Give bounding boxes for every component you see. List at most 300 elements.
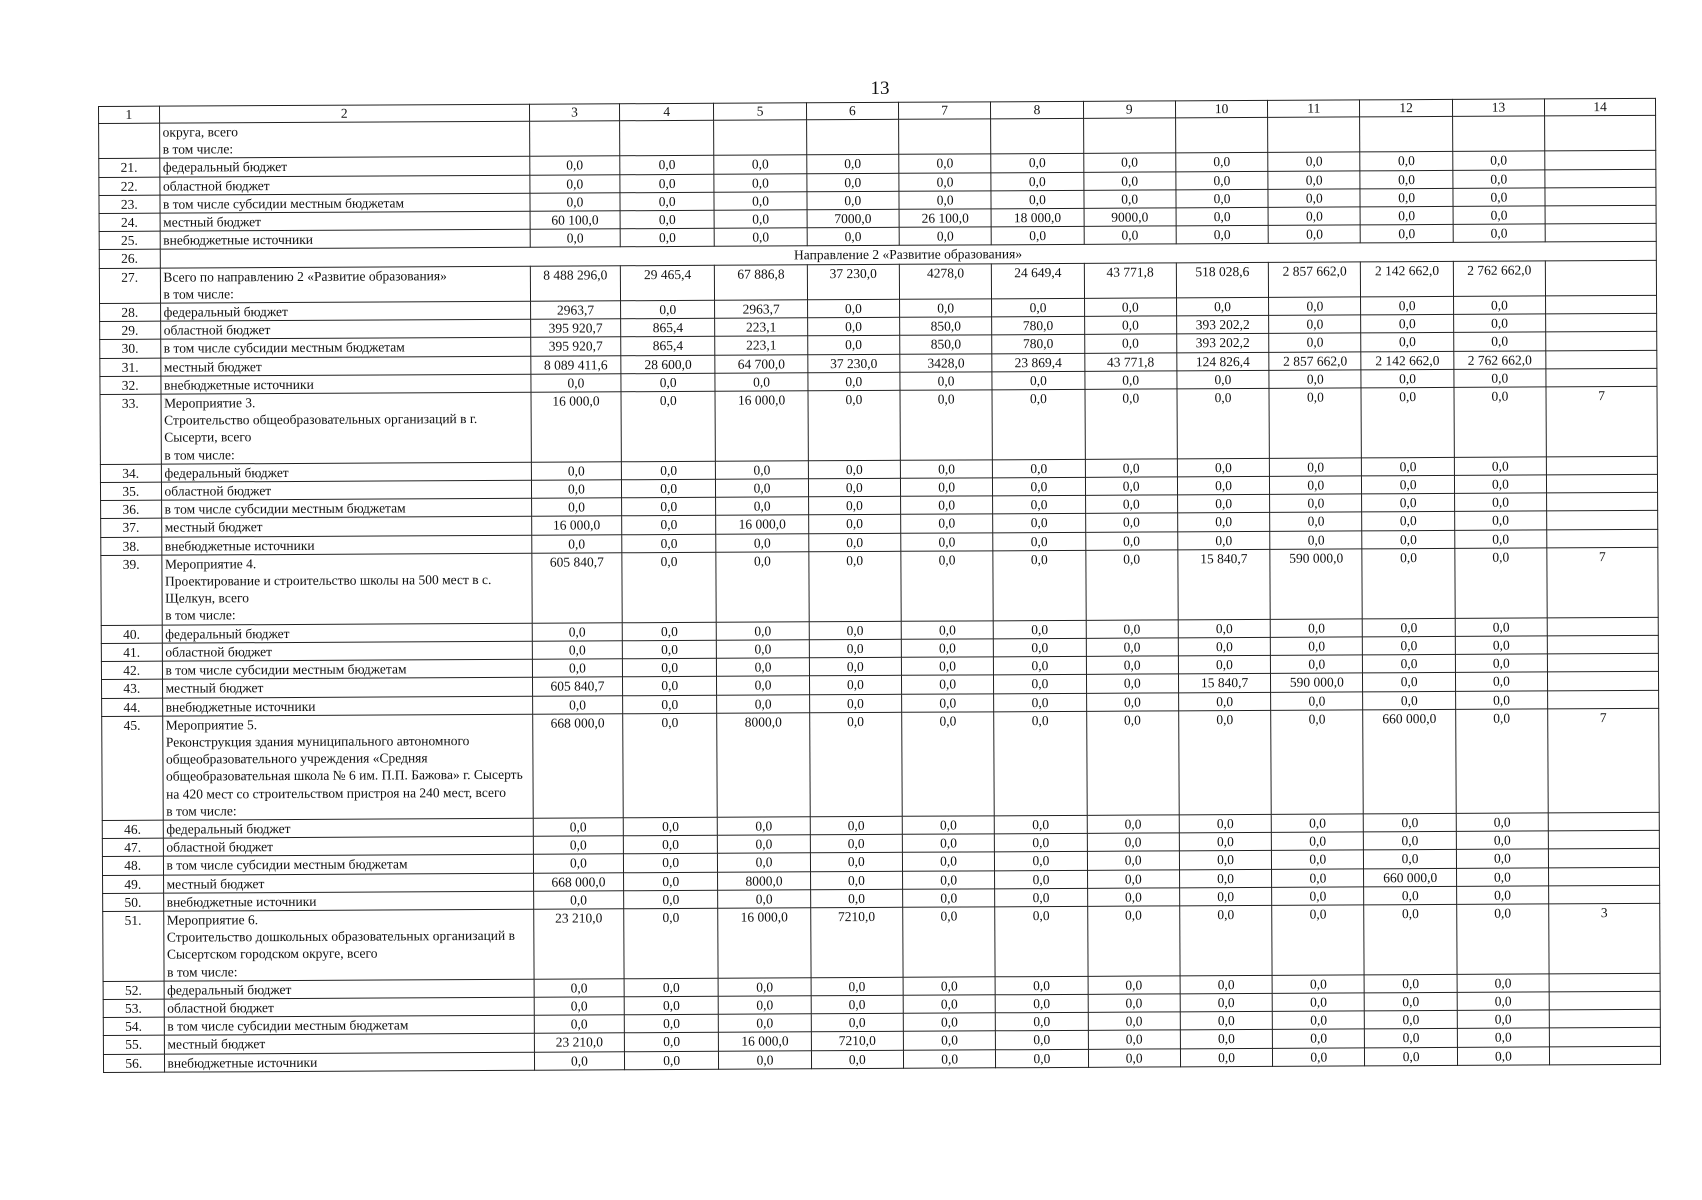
value-cell-col14: 7	[1547, 547, 1658, 617]
description-line: местный бюджет	[163, 358, 262, 375]
value-cell-col6: 0,0	[808, 515, 900, 534]
value-cell-col14	[1549, 973, 1660, 992]
value-cell-col10: 0,0	[1179, 887, 1271, 906]
value-cell-col5: 0,0	[714, 210, 806, 229]
value-cell-col8: 0,0	[995, 815, 1087, 834]
value-cell-col3: 16 000,0	[531, 392, 622, 462]
value-cell-col13: 0,0	[1457, 992, 1549, 1011]
value-cell-col14	[1546, 332, 1657, 351]
description-line: областной бюджет	[163, 322, 271, 338]
value-cell-col9: 0,0	[1087, 869, 1179, 888]
value-cell-col14	[1545, 115, 1656, 151]
description-line: местный бюджет	[166, 875, 265, 892]
description-line: в том числе субсидии местным бюджетам	[163, 339, 405, 357]
value-cell-col13: 0,0	[1457, 1046, 1549, 1065]
value-cell-col5: 16 000,0	[719, 1032, 811, 1051]
value-cell-col9: 43 771,8	[1084, 352, 1176, 371]
value-cell-col11: 0,0	[1271, 814, 1363, 833]
row-number: 21.	[99, 159, 160, 178]
value-cell-col10: 15 840,7	[1178, 674, 1270, 693]
budget-table	[98, 98, 1661, 1073]
value-cell-col12: 0,0	[1364, 886, 1456, 905]
row-number: 25.	[99, 231, 160, 250]
row-number: 34.	[100, 464, 161, 483]
value-cell-col6: 0,0	[808, 390, 901, 460]
value-cell-col11: 0,0	[1269, 315, 1361, 334]
value-cell-col7: 0,0	[903, 1031, 995, 1050]
description-line: в том числе:	[162, 141, 234, 157]
value-cell-col14	[1548, 672, 1659, 691]
value-cell-col12: 0,0	[1362, 512, 1454, 531]
value-cell-col5: 8000,0	[717, 712, 810, 817]
row-description	[164, 997, 534, 1017]
description-line: в том числе субсидии местным бюджетам	[166, 856, 408, 873]
row-description	[161, 480, 531, 500]
value-cell-col4	[620, 120, 715, 156]
value-cell-col7: 0,0	[900, 372, 992, 391]
value-cell-col6: 37 230,0	[807, 354, 899, 373]
description-line: Проектирование и строительство школы на 500 мест в с. Щелкун, всего	[164, 572, 492, 606]
row-description	[160, 338, 530, 358]
value-cell-col4: 865,4	[621, 337, 715, 356]
value-cell-col13: 0,0	[1453, 188, 1545, 207]
value-cell-col14	[1546, 456, 1657, 475]
value-cell-col6: 0,0	[810, 834, 902, 853]
value-cell-col13: 0,0	[1453, 296, 1545, 315]
value-cell-col4: 0,0	[624, 1014, 718, 1033]
value-cell-col4: 0,0	[622, 516, 716, 535]
row-number: 31.	[100, 358, 161, 377]
value-cell-col8: 0,0	[996, 1049, 1088, 1068]
row-number: 45.	[102, 716, 163, 821]
description-line: в том числе субсидии местным бюджетам	[164, 500, 406, 517]
value-cell-col3: 395 920,7	[531, 337, 621, 356]
value-cell-col10: 0,0	[1177, 370, 1269, 389]
value-cell-col11: 0,0	[1272, 1011, 1364, 1030]
description-line: областной бюджет	[162, 177, 270, 194]
row-number: 30.	[100, 340, 161, 359]
value-cell-col7: 0,0	[901, 657, 993, 676]
value-cell-col6: 0,0	[807, 318, 899, 337]
value-cell-col13: 0,0	[1453, 314, 1545, 333]
value-cell-col7: 0,0	[903, 977, 995, 996]
value-cell-col14	[1547, 617, 1658, 636]
value-cell-col7: 0,0	[903, 995, 995, 1014]
row-description	[161, 499, 531, 519]
description-line: федеральный бюджет	[164, 464, 289, 481]
value-cell-col12: 0,0	[1363, 691, 1455, 710]
value-cell-col5	[714, 120, 806, 156]
value-cell-col9: 0,0	[1085, 495, 1177, 514]
row-number: 52.	[103, 981, 164, 1000]
value-cell-col4: 0,0	[623, 835, 717, 854]
description-line: Мероприятие 6.	[166, 912, 259, 928]
value-cell-col14: 7	[1548, 708, 1659, 813]
value-cell-col10: 0,0	[1176, 297, 1268, 316]
value-cell-col13: 0,0	[1455, 636, 1547, 655]
value-cell-col5: 223,1	[715, 336, 807, 355]
value-cell-col12: 0,0	[1363, 618, 1455, 637]
row-description	[160, 266, 530, 303]
value-cell-col10: 0,0	[1177, 388, 1270, 458]
value-cell-col6: 7000,0	[807, 209, 899, 228]
value-cell-col11: 0,0	[1270, 637, 1362, 656]
value-cell-col4: 0,0	[621, 479, 715, 498]
table-body	[99, 98, 1661, 1072]
value-cell-col10: 0,0	[1179, 832, 1271, 851]
value-cell-col12: 0,0	[1362, 548, 1455, 618]
row-description	[159, 193, 529, 213]
value-cell-col6: 0,0	[808, 460, 900, 479]
value-cell-col14	[1549, 1028, 1660, 1047]
value-cell-col10: 0,0	[1178, 619, 1270, 638]
value-cell-col13: 2 762 662,0	[1454, 351, 1546, 370]
description-line: федеральный бюджет	[165, 625, 290, 642]
value-cell-col14	[1550, 1046, 1661, 1065]
value-cell-col11: 0,0	[1270, 512, 1362, 531]
value-cell-col10: 0,0	[1177, 476, 1269, 495]
value-cell-col14	[1546, 368, 1657, 387]
value-cell-col10: 0,0	[1177, 458, 1269, 477]
value-cell-col3: 2963,7	[530, 301, 620, 320]
row-number: 48.	[102, 856, 163, 875]
value-cell-col9: 0,0	[1084, 226, 1176, 245]
value-cell-col10: 15 840,7	[1178, 549, 1271, 619]
value-cell-col4: 0,0	[621, 373, 715, 392]
value-cell-col7: 0,0	[902, 816, 994, 835]
value-cell-col9: 0,0	[1085, 459, 1177, 478]
value-cell-col11: 0,0	[1272, 905, 1365, 975]
row-description	[160, 356, 530, 376]
value-cell-col8: 0,0	[994, 693, 1086, 712]
value-cell-col11: 590 000,0	[1270, 549, 1363, 619]
value-cell-col5: 0,0	[715, 228, 807, 247]
value-cell-col12: 0,0	[1365, 1029, 1457, 1048]
row-number: 38.	[101, 537, 162, 556]
value-cell-col13: 0,0	[1456, 886, 1548, 905]
value-cell-col7: 0,0	[901, 639, 993, 658]
value-cell-col6: 7210,0	[811, 1032, 903, 1051]
header-cell: 11	[1268, 100, 1360, 117]
value-cell-col11: 0,0	[1269, 297, 1361, 316]
value-cell-col13: 0,0	[1455, 690, 1547, 709]
value-cell-col12: 0,0	[1361, 206, 1453, 225]
header-cell: 6	[806, 102, 898, 119]
value-cell-col14	[1546, 295, 1657, 314]
value-cell-col8: 0,0	[995, 888, 1087, 907]
value-cell-col13: 0,0	[1456, 904, 1549, 974]
value-cell-col3: 0,0	[532, 534, 622, 553]
value-cell-col14	[1545, 151, 1656, 170]
value-cell-col11: 0,0	[1268, 189, 1360, 208]
value-cell-col7: 3428,0	[900, 353, 992, 372]
value-cell-col7: 0,0	[901, 514, 993, 533]
value-cell-col5: 0,0	[718, 835, 810, 854]
value-cell-col10: 0,0	[1178, 655, 1270, 674]
value-cell-col10: 0,0	[1178, 637, 1270, 656]
row-number: 39.	[101, 555, 162, 625]
value-cell-col5: 8000,0	[718, 871, 810, 890]
value-cell-col7: 0,0	[903, 889, 995, 908]
value-cell-col13	[1452, 116, 1544, 152]
value-cell-col5: 0,0	[715, 373, 807, 392]
row-number: 55.	[103, 1036, 164, 1055]
value-cell-col13: 0,0	[1456, 849, 1548, 868]
value-cell-col6: 0,0	[808, 497, 900, 516]
row-description	[163, 909, 534, 981]
description-line: Строительство дошкольных образовательных организаций в Сысертском городском округе, всего	[166, 927, 516, 962]
value-cell-col9: 9000,0	[1084, 208, 1176, 227]
value-cell-col11: 0,0	[1271, 832, 1363, 851]
value-cell-col9: 0,0	[1085, 550, 1178, 620]
value-cell-col12: 0,0	[1361, 315, 1453, 334]
value-cell-col11: 0,0	[1272, 850, 1364, 869]
section-title: Направление 2 «Развитие образования»	[160, 242, 1657, 268]
value-cell-col12: 0,0	[1361, 225, 1453, 244]
value-cell-col9: 0,0	[1086, 711, 1179, 816]
value-cell-col14	[1545, 169, 1656, 188]
header-cell: 12	[1360, 99, 1452, 116]
value-cell-col7: 0,0	[902, 712, 995, 817]
page-number: 13	[870, 78, 890, 99]
value-cell-col12: 2 142 662,0	[1361, 351, 1453, 370]
row-number	[99, 123, 160, 159]
value-cell-col6: 0,0	[807, 191, 899, 210]
header-cell: 3	[529, 104, 619, 121]
value-cell-col5: 0,0	[718, 817, 810, 836]
value-cell-col6: 0,0	[809, 712, 902, 817]
table-row	[100, 386, 1657, 464]
value-cell-col4: 0,0	[624, 872, 718, 891]
value-cell-col3: 60 100,0	[530, 211, 620, 230]
value-cell-col13: 0,0	[1454, 457, 1546, 476]
value-cell-col4: 0,0	[622, 552, 717, 622]
value-cell-col3: 605 840,7	[532, 553, 623, 623]
row-number: 53.	[103, 999, 164, 1018]
value-cell-col12: 660 000,0	[1364, 868, 1456, 887]
value-cell-col11: 0,0	[1272, 975, 1364, 994]
value-cell-col10: 0,0	[1176, 189, 1268, 208]
description-line: местный бюджет	[165, 680, 264, 696]
value-cell-col4: 0,0	[622, 498, 716, 517]
row-description	[163, 855, 533, 875]
value-cell-col12: 0,0	[1364, 813, 1456, 832]
value-cell-col14	[1548, 812, 1659, 831]
value-cell-col13: 0,0	[1454, 511, 1546, 530]
row-number: 23.	[99, 195, 160, 214]
value-cell-col13: 0,0	[1453, 151, 1545, 170]
value-cell-col7: 0,0	[899, 227, 991, 246]
value-cell-col10	[1175, 117, 1267, 153]
value-cell-col3: 23 210,0	[533, 909, 624, 979]
value-cell-col3: 0,0	[531, 374, 621, 393]
row-description	[162, 641, 532, 661]
value-cell-col7: 850,0	[900, 317, 992, 336]
value-cell-col5: 0,0	[717, 658, 809, 677]
value-cell-col9: 0,0	[1085, 389, 1178, 459]
value-cell-col11: 0,0	[1270, 619, 1362, 638]
description-line: в том числе субсидии местным бюджетам	[167, 1017, 409, 1034]
value-cell-col5: 16 000,0	[718, 908, 811, 978]
description-line: местный бюджет	[163, 214, 262, 230]
value-cell-col5: 67 886,8	[715, 264, 807, 300]
header-cell: 9	[1083, 101, 1175, 118]
table-row	[103, 903, 1660, 981]
value-cell-col10: 0,0	[1179, 869, 1271, 888]
value-cell-col5: 0,0	[716, 497, 808, 516]
value-cell-col8: 0,0	[994, 675, 1086, 694]
value-cell-col12	[1360, 116, 1452, 152]
value-cell-col9	[1083, 118, 1175, 154]
value-cell-col11: 0,0	[1268, 152, 1360, 171]
value-cell-col6: 7210,0	[810, 907, 903, 977]
value-cell-col14	[1547, 635, 1658, 654]
value-cell-col9: 43 771,8	[1084, 262, 1176, 298]
value-cell-col5: 0,0	[719, 996, 811, 1015]
value-cell-col10: 0,0	[1178, 531, 1270, 550]
value-cell-col11: 0,0	[1271, 710, 1364, 815]
value-cell-col4: 0,0	[620, 174, 714, 193]
value-cell-col10: 0,0	[1179, 851, 1271, 870]
value-cell-col6: 37 230,0	[807, 264, 899, 300]
value-cell-col12: 0,0	[1360, 152, 1452, 171]
value-cell-col4: 29 465,4	[620, 265, 715, 301]
row-description	[161, 462, 531, 482]
row-description	[161, 392, 532, 464]
value-cell-col7: 0,0	[899, 154, 991, 173]
value-cell-col4: 0,0	[622, 658, 716, 677]
value-cell-col12: 0,0	[1360, 170, 1452, 189]
value-cell-col9: 0,0	[1084, 298, 1176, 317]
value-cell-col11: 0,0	[1272, 868, 1364, 887]
row-description	[160, 229, 530, 249]
value-cell-col14	[1549, 867, 1660, 886]
row-number: 49.	[103, 875, 164, 894]
row-number: 24.	[99, 213, 160, 232]
value-cell-col4: 0,0	[621, 461, 715, 480]
value-cell-col6	[806, 119, 898, 155]
value-cell-col8: 0,0	[995, 833, 1087, 852]
value-cell-col4: 0,0	[624, 1051, 718, 1070]
value-cell-col4: 0,0	[620, 192, 714, 211]
value-cell-col14	[1549, 1009, 1660, 1028]
value-cell-col9: 0,0	[1088, 976, 1180, 995]
value-cell-col14	[1547, 474, 1658, 493]
value-cell-col4: 0,0	[620, 228, 714, 247]
value-cell-col9: 0,0	[1084, 316, 1176, 335]
description-line: в том числе:	[165, 607, 236, 624]
value-cell-col11: 0,0	[1272, 887, 1364, 906]
value-cell-col8: 780,0	[992, 335, 1084, 354]
description-line: внебюджетные источники	[163, 232, 314, 248]
value-cell-col13: 0,0	[1454, 475, 1546, 494]
value-cell-col8: 18 000,0	[991, 208, 1083, 227]
value-cell-col4: 0,0	[620, 210, 714, 229]
value-cell-col7: 0,0	[903, 907, 996, 977]
value-cell-col14	[1545, 224, 1656, 243]
row-description	[160, 374, 530, 394]
value-cell-col12: 0,0	[1365, 1011, 1457, 1030]
value-cell-col6: 0,0	[809, 657, 901, 676]
value-cell-col3: 0,0	[530, 229, 620, 248]
value-cell-col13: 0,0	[1454, 493, 1546, 512]
value-cell-col14	[1547, 653, 1658, 672]
row-description	[164, 1015, 534, 1035]
value-cell-col9: 0,0	[1084, 334, 1176, 353]
description-line: местный бюджет	[164, 519, 263, 536]
value-cell-col12: 2 142 662,0	[1361, 261, 1453, 297]
value-cell-col11: 0,0	[1272, 993, 1364, 1012]
value-cell-col12: 0,0	[1361, 387, 1454, 457]
value-cell-col3: 0,0	[530, 156, 620, 175]
description-line: внебюджетные источники	[166, 893, 317, 910]
value-cell-col3: 0,0	[533, 836, 623, 855]
row-number: 33.	[100, 394, 161, 464]
value-cell-col11: 0,0	[1269, 333, 1361, 352]
value-cell-col13: 0,0	[1455, 672, 1547, 691]
value-cell-col4: 0,0	[620, 156, 714, 175]
value-cell-col12: 0,0	[1363, 654, 1455, 673]
row-description	[162, 659, 532, 679]
value-cell-col6: 0,0	[809, 551, 902, 621]
value-cell-col8: 0,0	[995, 852, 1087, 871]
value-cell-col6: 0,0	[811, 1013, 903, 1032]
value-cell-col13: 0,0	[1457, 974, 1549, 993]
value-cell-col14	[1547, 529, 1658, 548]
row-description	[164, 1034, 534, 1054]
value-cell-col9: 0,0	[1084, 190, 1176, 209]
description-line: округа, всего	[162, 124, 239, 140]
value-cell-col3: 0,0	[531, 462, 621, 481]
value-cell-col7: 0,0	[901, 551, 994, 621]
header-cell: 5	[714, 103, 806, 120]
value-cell-col4: 0,0	[622, 534, 716, 553]
value-cell-col3: 16 000,0	[531, 516, 621, 535]
value-cell-col9: 0,0	[1083, 153, 1175, 172]
value-cell-col6: 0,0	[808, 372, 900, 391]
row-description	[162, 623, 532, 643]
value-cell-col9: 0,0	[1086, 620, 1178, 639]
value-cell-col8	[991, 118, 1083, 154]
value-cell-col12: 660 000,0	[1363, 709, 1456, 814]
header-cell: 8	[991, 101, 1083, 118]
value-cell-col8: 0,0	[995, 976, 1087, 995]
value-cell-col6: 0,0	[810, 816, 902, 835]
value-cell-col3: 605 840,7	[532, 677, 622, 696]
value-cell-col5: 0,0	[716, 533, 808, 552]
header-cell: 7	[898, 102, 990, 119]
value-cell-col8: 0,0	[992, 389, 1085, 459]
value-cell-col5: 0,0	[719, 1014, 811, 1033]
value-cell-col7: 0,0	[902, 852, 994, 871]
value-cell-col11: 2 857 662,0	[1269, 352, 1361, 371]
value-cell-col4: 0,0	[623, 854, 717, 873]
value-cell-col8: 0,0	[991, 227, 1083, 246]
row-description	[161, 553, 532, 625]
value-cell-col5: 0,0	[719, 1050, 811, 1069]
value-cell-col7: 850,0	[900, 335, 992, 354]
value-cell-col7: 26 100,0	[899, 209, 991, 228]
value-cell-col3: 0,0	[534, 1015, 624, 1034]
value-cell-col13: 0,0	[1456, 867, 1548, 886]
value-cell-col10: 124 826,4	[1177, 352, 1269, 371]
value-cell-col9: 0,0	[1088, 994, 1180, 1013]
value-cell-col7: 0,0	[902, 693, 994, 712]
value-cell-col4: 0,0	[621, 391, 716, 461]
value-cell-col5: 0,0	[716, 479, 808, 498]
value-cell-col3: 0,0	[531, 498, 621, 517]
value-cell-col14	[1546, 350, 1657, 369]
